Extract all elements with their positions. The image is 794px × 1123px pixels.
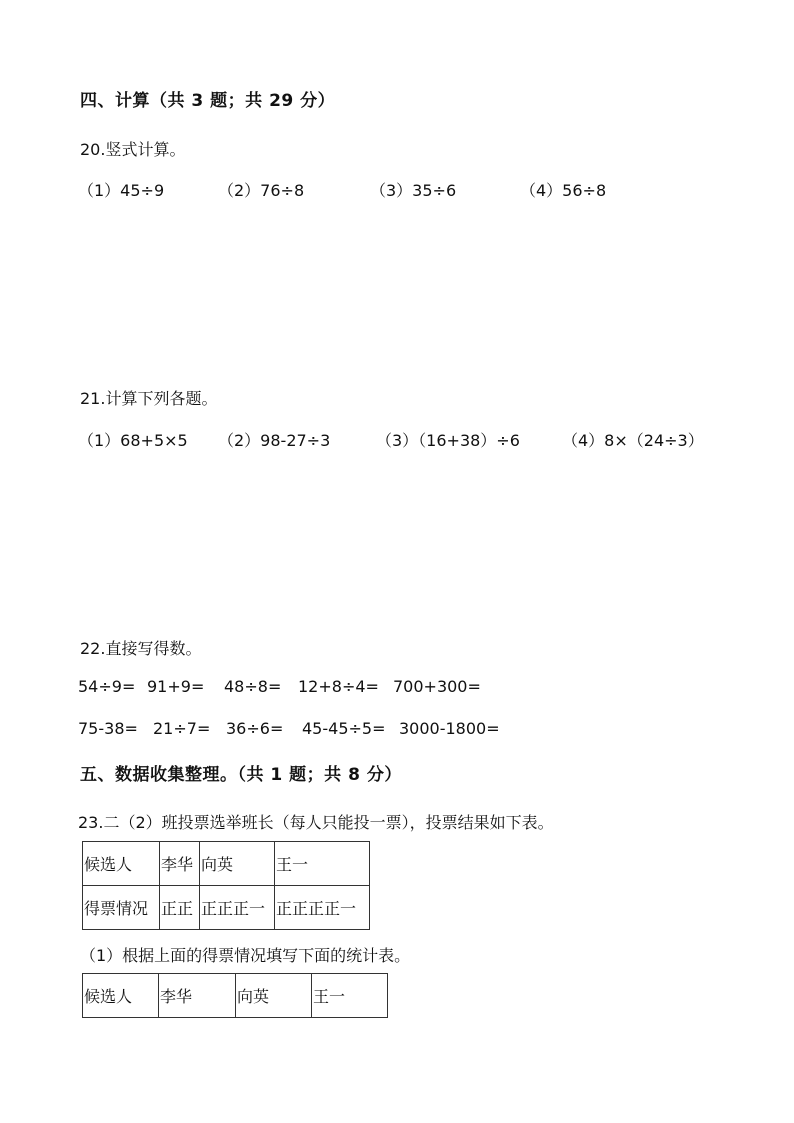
- statistics-table: [82, 973, 388, 1018]
- vote-tally-cell-label: 得票情况: [83, 886, 160, 930]
- vote-tally-header-row: [83, 842, 370, 886]
- statistics-header-row: [83, 974, 388, 1018]
- section-4-title: 四、计算（共 3 题；共 29 分）: [80, 91, 336, 111]
- statistics-cell-label: 候选人: [83, 974, 159, 1018]
- question-20-title: 20.竖式计算。: [80, 140, 186, 159]
- question-20-item-2: （2）76÷8: [218, 181, 305, 200]
- vote-tally-cell-votes-3: 正正正正一: [275, 886, 370, 930]
- question-23-title: 23.二（2）班投票选举班长（每人只能投一票），投票结果如下表。: [78, 813, 554, 832]
- question-20-item-3: （3）35÷6: [370, 181, 457, 200]
- question-22-row2-item-5: 3000-1800=: [399, 719, 500, 738]
- question-22-row2-item-3: 36÷6=: [226, 719, 284, 738]
- question-21-title: 21.计算下列各题。: [80, 389, 218, 408]
- question-22-row2-item-2: 21÷7=: [153, 719, 211, 738]
- statistics-cell-candidate-3: 王一: [312, 974, 388, 1018]
- question-22-row1-item-2: 91+9=: [147, 677, 205, 696]
- question-21-item-3: （3）（16+38）÷6: [376, 431, 520, 450]
- vote-tally-cell-candidate-1: 李华: [160, 842, 200, 886]
- section-5-title: 五、数据收集整理。（共 1 题；共 8 分）: [80, 765, 402, 785]
- question-23-sub-1: （1）根据上面的得票情况填写下面的统计表。: [80, 946, 411, 965]
- vote-tally-cell-votes-2: 正正正一: [200, 886, 275, 930]
- vote-tally-cell-candidate-2: 向英: [200, 842, 275, 886]
- question-22-row1-item-5: 700+300=: [393, 677, 481, 696]
- question-22-row1-item-1: 54÷9=: [78, 677, 136, 696]
- question-21-item-1: （1）68+5×5: [78, 431, 188, 450]
- question-22-row1-item-4: 12+8÷4=: [298, 677, 379, 696]
- question-20-item-1: （1）45÷9: [78, 181, 165, 200]
- question-22-row2-item-4: 45-45÷5=: [302, 719, 386, 738]
- vote-tally-votes-row: [83, 886, 370, 930]
- question-21-item-4: （4）8×（24÷3）: [562, 431, 704, 450]
- vote-tally-cell-candidate-3: 王一: [275, 842, 370, 886]
- vote-tally-cell-votes-1: 正正: [160, 886, 200, 930]
- statistics-cell-candidate-2: 向英: [236, 974, 312, 1018]
- question-20-item-4: （4）56÷8: [520, 181, 607, 200]
- question-21-item-2: （2）98-27÷3: [218, 431, 331, 450]
- question-22-row2-item-1: 75-38=: [78, 719, 138, 738]
- question-22-row1-item-3: 48÷8=: [224, 677, 282, 696]
- question-22-title: 22.直接写得数。: [80, 639, 202, 658]
- vote-tally-cell-label: 候选人: [83, 842, 160, 886]
- statistics-cell-candidate-1: 李华: [159, 974, 236, 1018]
- vote-tally-table: [82, 841, 370, 930]
